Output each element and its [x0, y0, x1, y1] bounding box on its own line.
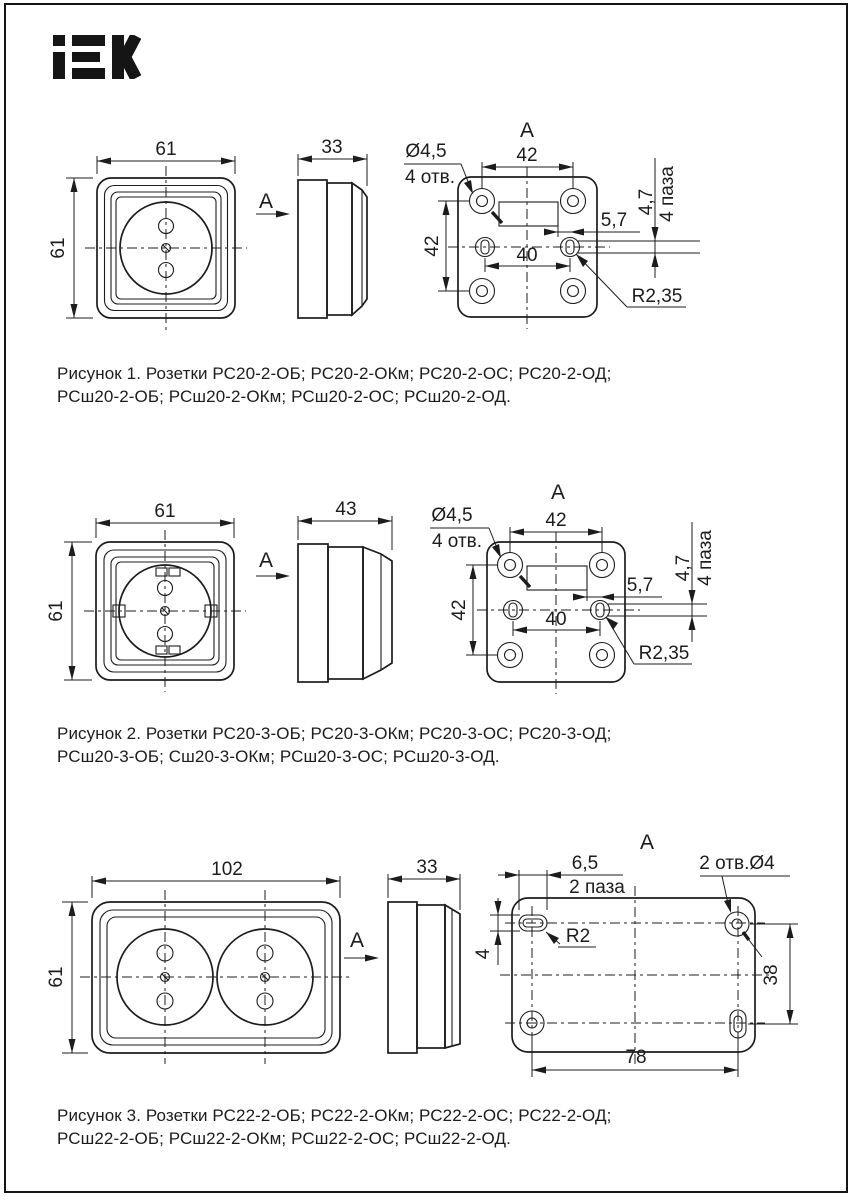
fig1-front-view: [48, 139, 247, 330]
figure3-caption-line2: РСш22-2-ОБ; РСш22-2-ОКм; РСш22-2-ОС; РСш22-2-ОД.: [57, 1128, 511, 1148]
fig3-back-dim-bottom: 78: [625, 1047, 647, 1068]
fig3-back-holes-label: 2 отв.Ø4: [699, 853, 775, 874]
fig3-front-width-label: 102: [211, 859, 243, 880]
fig3-side-view: [388, 857, 460, 1053]
fig2-back-view: [430, 481, 716, 694]
fig3-back-view-label: A: [639, 831, 655, 854]
fig2-front-width-label: 61: [154, 501, 176, 522]
fig3-front-view: [46, 859, 352, 1064]
figure1-caption: [57, 363, 717, 408]
fig2-section-label: A: [258, 549, 274, 572]
fig1-back-dim-left: 42: [422, 235, 443, 257]
figure3-caption-line1: Рисунок 3. Розетки РС22-2-ОБ; РС22-2-ОКм; РС22-2-ОС; РС22-2-ОД;: [57, 1106, 612, 1125]
fig2-back-dim-left: 42: [449, 599, 470, 621]
fig2-side-view: [298, 499, 392, 682]
fig3-back-view: [473, 831, 798, 1077]
fig1-front-height-label: 61: [48, 237, 69, 259]
fig2-side-depth-label: 43: [335, 499, 357, 520]
fig1-back-dim-offset: 5,7: [600, 210, 628, 231]
iek-logo: [53, 35, 143, 79]
fig2-section-arrow: [256, 549, 290, 580]
fig3-back-radius-label: R2: [565, 926, 591, 947]
fig1-side-depth-label: 33: [321, 137, 343, 158]
fig2-back-dim-mid: 40: [545, 609, 567, 630]
fig1-back-holes-dia: Ø4,5: [405, 141, 447, 162]
fig3-side-depth-label: 33: [416, 857, 438, 878]
fig1-front-width-label: 61: [155, 139, 177, 160]
figure2-drawing: [0, 470, 852, 720]
fig2-back-holes-dia: Ø4,5: [431, 505, 473, 526]
figure1-caption-line2: РСш20-2-ОБ; РСш20-2-ОКм; РСш20-2-ОС; РСш20-2-ОД.: [57, 386, 511, 406]
fig1-back-dim-mid: 40: [516, 245, 538, 266]
fig3-back-slot-len: 6,5: [571, 853, 599, 874]
fig3-back-slot-width: 4: [473, 948, 494, 960]
figure2-caption-line2: РСш20-3-ОБ; Сш20-3-ОКм; РСш20-3-ОС; РСш20-3-ОД.: [57, 746, 500, 766]
fig3-back-slot-count: 2 паза: [569, 877, 625, 898]
fig1-side-view: [298, 137, 367, 318]
fig1-section-label: A: [258, 190, 274, 213]
fig3-back-dim-right: 38: [761, 964, 782, 986]
fig2-back-radius-label: R2,35: [638, 643, 690, 664]
fig2-back-dim-offset: 5,7: [626, 575, 654, 596]
figure2-caption: [57, 723, 717, 768]
fig3-front-height-label: 61: [46, 966, 67, 988]
figure2-caption-line1: Рисунок 2. Розетки РС20-3-ОБ; РС20-3-ОКм; РС20-3-ОС; РС20-3-ОД;: [57, 724, 612, 743]
fig1-back-holes-count: 4 отв.: [404, 167, 456, 188]
fig2-back-slot-count: 4 паза: [695, 530, 716, 586]
fig1-back-slot-width: 4,7: [636, 188, 657, 216]
fig3-section-arrow: [344, 929, 379, 962]
fig1-back-view-label: A: [519, 119, 535, 142]
fig2-back-dim-top: 42: [545, 510, 567, 531]
fig1-back-slot-count: 4 паза: [657, 166, 678, 222]
fig2-front-height-label: 61: [46, 600, 67, 622]
fig2-back-holes-count: 4 отв.: [431, 531, 483, 552]
fig3-section-label: A: [349, 929, 365, 952]
fig2-front-view: [46, 501, 246, 692]
figure3-caption: [57, 1105, 717, 1150]
fig2-back-view-label: A: [550, 481, 566, 504]
fig2-back-slot-width: 4,7: [673, 554, 694, 582]
fig1-back-radius-label: R2,35: [631, 286, 683, 307]
fig1-section-arrow: [256, 190, 290, 218]
figure1-drawing: [0, 110, 852, 360]
figure1-caption-line1: Рисунок 1. Розетки РС20-2-ОБ; РС20-2-ОКм; РС20-2-ОС; РС20-2-ОД;: [57, 364, 612, 383]
fig1-back-dim-top: 42: [516, 145, 538, 166]
fig1-back-view: [404, 119, 700, 329]
figure3-drawing: [0, 830, 852, 1092]
